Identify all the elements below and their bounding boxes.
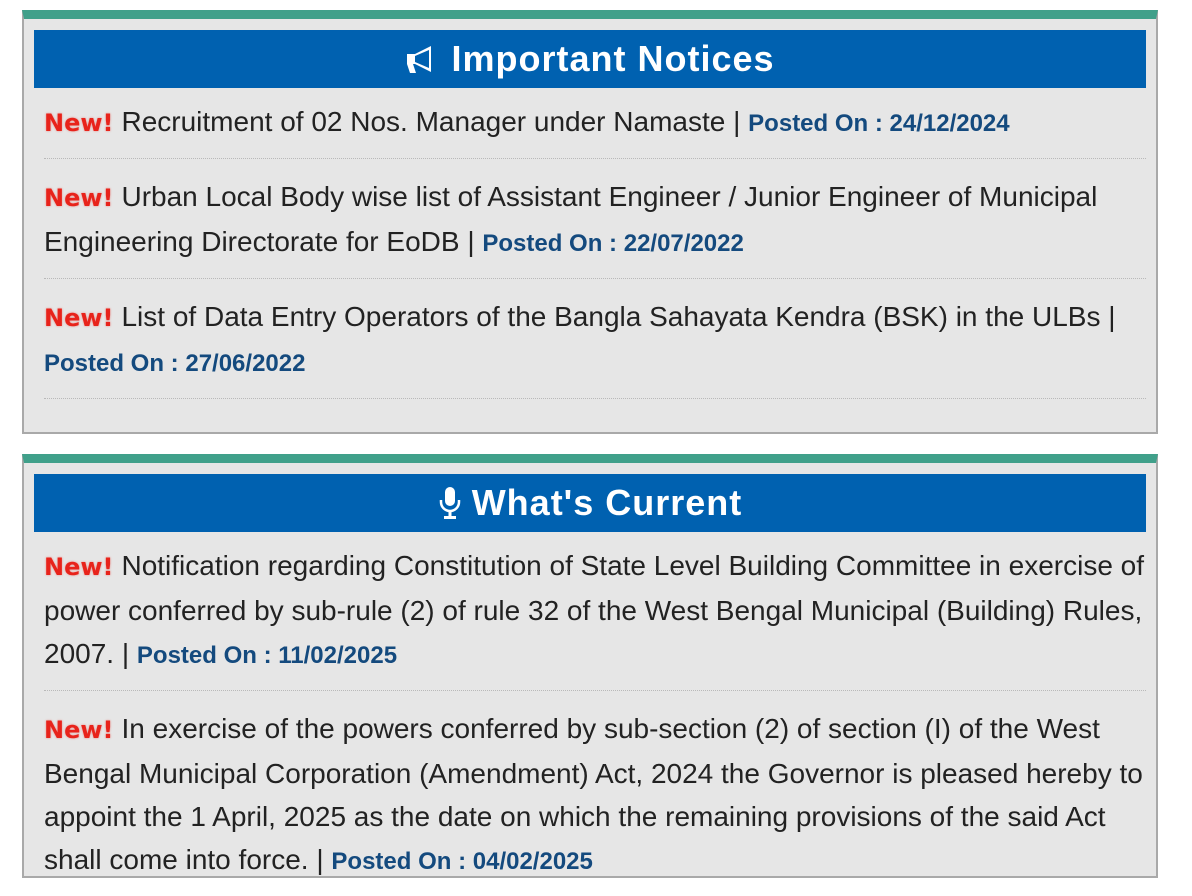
posted-date: Posted On : 24/12/2024 — [748, 110, 1010, 137]
new-badge: New! — [44, 109, 114, 137]
list-item — [44, 532, 1146, 691]
current-link[interactable]: In exercise of the powers conferred by sub-section (2) of section (I) of the West Bengal Municipal Corporation (Amendment) Act, 2024 the Governor is pleased hereby to appoint the 1 April, 2025 as the date on which the remaining provisions of the said Act shall come into force. | — [44, 713, 1143, 875]
current-list — [44, 532, 1146, 878]
notice-link[interactable]: Recruitment of 02 Nos. Manager under Namaste | — [121, 106, 749, 137]
list-item — [44, 279, 1146, 399]
new-badge: New! — [44, 184, 114, 212]
whats-current-panel — [22, 454, 1158, 878]
posted-date: Posted On : 22/07/2022 — [482, 230, 744, 257]
posted-date: Posted On : 11/02/2025 — [136, 642, 398, 669]
notice-link[interactable]: Urban Local Body wise list of Assistant Engineer / Junior Engineer of Municipal Engineering Directorate for EoDB | — [44, 181, 1098, 257]
list-item — [44, 159, 1146, 279]
notice-list — [44, 88, 1146, 399]
new-badge: New! — [44, 716, 114, 744]
new-badge: New! — [44, 304, 114, 332]
panel-title: Important Notices — [451, 38, 775, 79]
megaphone-icon — [405, 44, 441, 74]
list-item — [44, 88, 1146, 159]
important-notices-header — [34, 30, 1146, 88]
posted-date: Posted On : 04/02/2025 — [331, 848, 593, 875]
list-item — [44, 691, 1146, 878]
new-badge: New! — [44, 553, 114, 581]
notice-link[interactable]: List of Data Entry Operators of the Bangla Sahayata Kendra (BSK) in the ULBs | — [121, 301, 1116, 332]
current-link[interactable]: Notification regarding Constitution of State Level Building Committee in exercise of power conferred by sub-rule (2) of rule 32 of the West Bengal Municipal (Building) Rules, 2007. | — [44, 550, 1145, 669]
posted-date: Posted On : 27/06/2022 — [44, 350, 306, 377]
microphone-icon — [438, 486, 462, 520]
whats-current-header — [34, 474, 1146, 532]
important-notices-panel — [22, 10, 1158, 434]
panel-title: What's Current — [471, 482, 743, 523]
